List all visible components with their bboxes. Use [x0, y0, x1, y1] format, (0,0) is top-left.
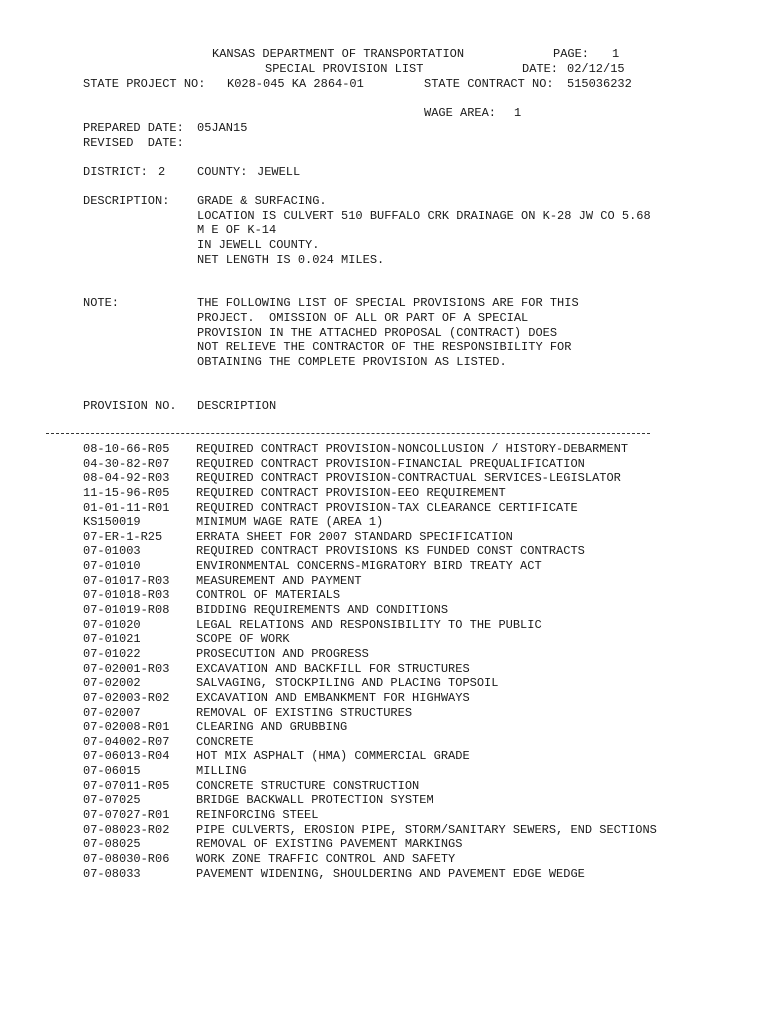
provision-number: 07-08033: [83, 866, 141, 881]
provision-number: 07-01022: [83, 646, 141, 661]
provision-number: 04-30-82-R07: [83, 456, 170, 471]
agency-title: KANSAS DEPARTMENT OF TRANSPORTATION: [212, 47, 465, 61]
prepared-date-label: PREPARED DATE:: [83, 121, 184, 135]
district-label: DISTRICT:: [83, 165, 148, 179]
provision-number: 07-01010: [83, 559, 141, 574]
provision-number: 07-08023-R02: [83, 822, 170, 837]
note-line: PROJECT. OMISSION OF ALL OR PART OF A SPECIAL: [197, 311, 529, 325]
county-label: COUNTY:: [197, 165, 248, 179]
provision-number: 07-04002-R07: [83, 734, 170, 749]
column-header-provision-no: PROVISION NO.: [83, 399, 177, 413]
provision-description: SALVAGING, STOCKPILING AND PLACING TOPSOIL: [196, 676, 499, 691]
provision-number: 07-07027-R01: [83, 808, 170, 823]
provision-number: 07-06013-R04: [83, 749, 170, 764]
page-label: PAGE:: [553, 47, 590, 61]
description-line: GRADE & SURFACING.: [197, 194, 327, 208]
provision-number: 01-01-11-R01: [83, 500, 170, 515]
provision-description: ENVIRONMENTAL CONCERNS-MIGRATORY BIRD TREATY ACT: [196, 559, 542, 574]
column-header-description: DESCRIPTION: [197, 399, 277, 413]
provision-description: SCOPE OF WORK: [196, 632, 290, 647]
provision-description: REQUIRED CONTRACT PROVISION-TAX CLEARANCE CERTIFICATE: [196, 500, 578, 515]
provision-description: REMOVAL OF EXISTING STRUCTURES: [196, 705, 413, 720]
provision-number: 07-02008-R01: [83, 720, 170, 735]
provision-number: 07-08025: [83, 837, 141, 852]
note-line: THE FOLLOWING LIST OF SPECIAL PROVISIONS ARE FOR THIS: [197, 296, 579, 310]
provision-number: 07-07025: [83, 793, 141, 808]
district-value: 2: [158, 165, 166, 179]
provision-number: 07-ER-1-R25: [83, 529, 163, 544]
provision-number: 07-06015: [83, 764, 141, 779]
provision-number: KS150019: [83, 515, 141, 530]
note-line: OBTAINING THE COMPLETE PROVISION AS LISTED.: [197, 355, 507, 369]
provision-description: CLEARING AND GRUBBING: [196, 720, 348, 735]
provision-description: PROSECUTION AND PROGRESS: [196, 646, 369, 661]
wage-area-value: 1: [514, 106, 522, 120]
provision-description: CONTROL OF MATERIALS: [196, 588, 341, 603]
provision-number: 07-01003: [83, 544, 141, 559]
provision-number: 07-01017-R03: [83, 573, 170, 588]
description-label: DESCRIPTION:: [83, 194, 170, 208]
provision-description: REQUIRED CONTRACT PROVISION-EEO REQUIREMENT: [196, 485, 506, 500]
provision-number: 07-08030-R06: [83, 851, 170, 866]
provision-number: 08-10-66-R05: [83, 442, 170, 456]
provision-number: 07-07011-R05: [83, 778, 170, 793]
revised-date-label: REVISED DATE:: [83, 136, 184, 150]
provision-description: REQUIRED CONTRACT PROVISION-NONCOLLUSION / HISTORY-DEBARMENT: [196, 442, 629, 456]
county-value: JEWELL: [257, 165, 301, 179]
description-line: IN JEWELL COUNTY.: [197, 238, 320, 252]
provision-description: HOT MIX ASPHALT (HMA) COMMERCIAL GRADE: [196, 749, 470, 764]
provision-number: 07-01018-R03: [83, 588, 170, 603]
page-number: 1: [612, 47, 620, 61]
provision-number: 07-01020: [83, 617, 141, 632]
provision-number: 07-02002: [83, 676, 141, 691]
description-line: M E OF K-14: [197, 223, 277, 237]
provision-number: 07-02003-R02: [83, 690, 170, 705]
provision-number: 07-02001-R03: [83, 661, 170, 676]
provision-description: CONCRETE STRUCTURE CONSTRUCTION: [196, 778, 420, 793]
provision-description: CONCRETE: [196, 734, 254, 749]
provision-number: 11-15-96-R05: [83, 485, 170, 500]
provision-description: LEGAL RELATIONS AND RESPONSIBILITY TO THE PUBLIC: [196, 617, 542, 632]
provision-description: MILLING: [196, 764, 247, 779]
provision-description: MEASUREMENT AND PAYMENT: [196, 573, 362, 588]
date-value: 02/12/15: [567, 62, 625, 76]
note-line: PROVISION IN THE ATTACHED PROPOSAL (CONTRACT) DOES: [197, 326, 558, 340]
provision-number: 07-02007: [83, 705, 141, 720]
provision-description: WORK ZONE TRAFFIC CONTROL AND SAFETY: [196, 851, 456, 866]
note-label: NOTE:: [83, 296, 120, 310]
provision-description: ERRATA SHEET FOR 2007 STANDARD SPECIFICATION: [196, 529, 513, 544]
description-line: NET LENGTH IS 0.024 MILES.: [197, 253, 385, 267]
provision-number: 08-04-92-R03: [83, 471, 170, 486]
provision-description: REQUIRED CONTRACT PROVISION-CONTRACTUAL SERVICES-LEGISLATOR: [196, 471, 621, 486]
project-number: K028-045 KA 2864-01: [227, 77, 364, 91]
provision-description: BRIDGE BACKWALL PROTECTION SYSTEM: [196, 793, 434, 808]
provision-description: MINIMUM WAGE RATE (AREA 1): [196, 515, 384, 530]
description-line: LOCATION IS CULVERT 510 BUFFALO CRK DRAINAGE ON K-28 JW CO 5.68: [197, 209, 651, 223]
provision-number: 07-01021: [83, 632, 141, 647]
project-label: STATE PROJECT NO:: [83, 77, 206, 91]
date-label: DATE:: [522, 62, 559, 76]
header-divider: [46, 433, 650, 434]
list-title: SPECIAL PROVISION LIST: [265, 62, 424, 76]
provision-description: REMOVAL OF EXISTING PAVEMENT MARKINGS: [196, 837, 463, 852]
provision-number: 07-01019-R08: [83, 603, 170, 618]
provision-description: PIPE CULVERTS, EROSION PIPE, STORM/SANITARY SEWERS, END SECTIONS: [196, 822, 657, 837]
provision-description: REQUIRED CONTRACT PROVISION-FINANCIAL PREQUALIFICATION: [196, 456, 585, 471]
contract-number: 515036232: [567, 77, 632, 91]
provision-description: EXCAVATION AND BACKFILL FOR STRUCTURES: [196, 661, 470, 676]
wage-area-label: WAGE AREA:: [424, 106, 497, 120]
prepared-date-value: 05JAN15: [197, 121, 248, 135]
provision-description: PAVEMENT WIDENING, SHOULDERING AND PAVEMENT EDGE WEDGE: [196, 866, 585, 881]
contract-label: STATE CONTRACT NO:: [424, 77, 554, 91]
provision-description: EXCAVATION AND EMBANKMENT FOR HIGHWAYS: [196, 690, 470, 705]
note-line: NOT RELIEVE THE CONTRACTOR OF THE RESPONSIBILITY FOR: [197, 340, 572, 354]
provision-description: REQUIRED CONTRACT PROVISIONS KS FUNDED CONST CONTRACTS: [196, 544, 585, 559]
provision-description: REINFORCING STEEL: [196, 808, 319, 823]
provision-description: BIDDING REQUIREMENTS AND CONDITIONS: [196, 603, 449, 618]
